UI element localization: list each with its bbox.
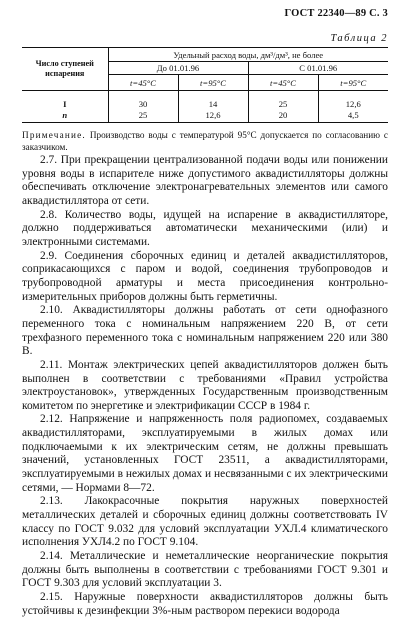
table-note bbox=[22, 130, 388, 153]
period-header: До 01.01.96 bbox=[108, 62, 248, 75]
group-header: Удельный расход воды, дм³/дм³, не более bbox=[108, 48, 388, 62]
paragraph-2-10: 2.10. Аквадистилляторы должны работать от сети однофазного переменного тока с номинальным напряжением 220 В, от сети трехфазного переменного тока с номинальным напряжением 220 или 380 В. bbox=[22, 304, 388, 358]
paragraph-2-13: 2.13. Лакокрасочные покрытия наружных поверхностей металлических деталей и сборочных единиц должны соответствовать IV классу по ГОСТ 9.032 для условий эксплуатации УХЛ.4 климатического исполнения УХЛ4.2 по ГОСТ 9.104. bbox=[22, 495, 388, 549]
page-header: ГОСТ 22340—89 С. 3 bbox=[284, 8, 388, 19]
value-cell: 30 bbox=[108, 91, 178, 109]
temp-header: t=95°C bbox=[318, 75, 388, 91]
value-cell: 20 bbox=[248, 109, 318, 123]
paragraph-2-15: 2.15. Наружные поверхности аквадистилляторов должны быть устойчивы к дезинфекции 3%-ным раствором перекиси водорода bbox=[22, 591, 388, 617]
value-cell: 14 bbox=[178, 91, 248, 109]
period-header: С 01.01.96 bbox=[248, 62, 388, 75]
value-cell: 12,6 bbox=[178, 109, 248, 123]
paragraph-2-12: 2.12. Напряжение и напряженность поля радиопомех, создаваемых аквадистилляторами, эксплуатируемыми в жилых домах или подключаемыми к их электрическим сетям, не должны превышать значений, установленных ГОСТ 23511, а аквадистилляторами, эксплуатируемыми в нежилых домах и несвязанными с их электрическими сетями, — Нормами 8—72. bbox=[22, 413, 388, 494]
value-cell: 25 bbox=[248, 91, 318, 109]
value-cell: 12,6 bbox=[318, 91, 388, 109]
body-text bbox=[22, 154, 388, 618]
temp-header: t=95°C bbox=[178, 75, 248, 91]
temp-header: t=45°C bbox=[248, 75, 318, 91]
table-caption: Таблица 2 bbox=[330, 33, 388, 44]
temp-header: t=45°C bbox=[108, 75, 178, 91]
value-cell: 4,5 bbox=[318, 109, 388, 123]
note-label: Примечание. bbox=[22, 130, 86, 140]
stage-cell: n bbox=[22, 109, 108, 123]
data-table bbox=[22, 47, 388, 123]
paragraph-2-14: 2.14. Металлические и неметаллические неорганические покрытия должны быть выполнены в соответствии с требованиями ГОСТ 9.301 и ГОСТ 9.303 для условий эксплуатации 3. bbox=[22, 550, 388, 590]
stage-cell: I bbox=[63, 98, 67, 109]
paragraph-2-7: 2.7. При прекращении централизованной подачи воды или понижении уровня воды в испарителе ниже допустимого аквадистилляторы должны обеспечивать отключение электронагревательных элементов или самого аквадистиллятора от сети. bbox=[22, 154, 388, 207]
stub-header: Число ступеней испарения bbox=[22, 48, 108, 91]
paragraph-2-11: 2.11. Монтаж электрических цепей аквадистилляторов должен быть выполнен в соответствии с требованиями «Правил устройства электроустановок», утвержденных Государственным производственным комитетом по энергетике и электрификации СССР в 1984 г. bbox=[22, 358, 388, 412]
paragraph-2-8: 2.8. Количество воды, идущей на испарение в аквадистилляторе, должно поддерживаться автоматически механическими (или) и электронными системами. bbox=[22, 208, 388, 248]
paragraph-2-9: 2.9. Соединения сборочных единиц и деталей аквадистилляторов, соприкасающихся с паром и водой, соединения трубопроводов и трубопроводной арматуры и места присоединения контрольно-измерительных приборов должны быть герметичны. bbox=[22, 249, 388, 303]
note-text: Производство воды с температурой 95°С допускается по согласованию с заказчиком. bbox=[22, 130, 388, 152]
table-row bbox=[22, 109, 388, 123]
value-cell: 25 bbox=[108, 109, 178, 123]
table-row bbox=[22, 91, 388, 109]
